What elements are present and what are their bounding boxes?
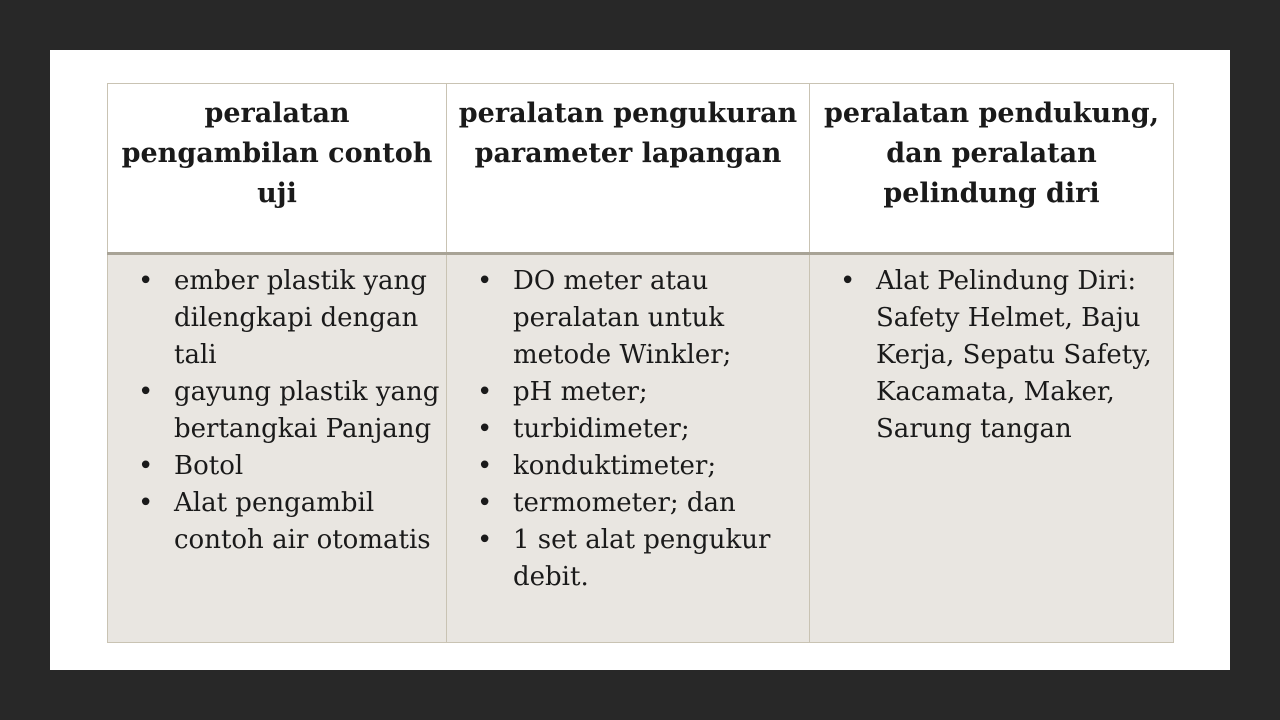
list-item (810, 263, 1173, 448)
bullet-icon: • (138, 488, 154, 518)
list-item-text: konduktimeter; (513, 451, 717, 481)
header-label: peralatan pengambilan contoh uji (121, 98, 433, 209)
list-item-text: pH meter; (513, 377, 648, 407)
list-item-text: ember plastik yang dilengkapi dengan tali (174, 266, 427, 370)
list-item-text: DO meter atau peralatan untuk metode Winkler; (513, 266, 732, 370)
header-label: peralatan pendukung, dan peralatan pelindung diri (824, 98, 1159, 209)
list-item-text: Alat Pelindung Diri: Safety Helmet, Baju Kerja, Sepatu Safety, Kacamata, Maker, Sarung tangan (876, 266, 1152, 444)
list-item (108, 374, 446, 448)
header-sampling-equipment (108, 84, 447, 254)
bullet-icon: • (477, 525, 493, 555)
bullet-icon: • (477, 451, 493, 481)
cell-support-protective-equipment (810, 254, 1174, 643)
list-item-text: gayung plastik yang bertangkai Panjang (174, 377, 440, 444)
list-item-text: turbidimeter; (513, 414, 690, 444)
bullet-icon: • (138, 266, 154, 296)
list-item-text: termometer; dan (513, 488, 736, 518)
bullet-icon: • (477, 488, 493, 518)
bullet-icon: • (840, 266, 856, 296)
list-item (447, 374, 809, 411)
header-support-protective-equipment (810, 84, 1174, 254)
bullet-icon: • (138, 377, 154, 407)
bullet-icon: • (477, 266, 493, 296)
list-item (108, 448, 446, 485)
list-item (447, 485, 809, 522)
slide (50, 50, 1230, 670)
equipment-table (107, 83, 1174, 643)
list-item (108, 485, 446, 559)
bullet-icon: • (477, 414, 493, 444)
cell-sampling-equipment (108, 254, 447, 643)
field-measurement-equipment-list (447, 263, 809, 596)
header-label: peralatan pengukuran parameter lapangan (458, 98, 798, 169)
list-item-text: Botol (174, 451, 244, 481)
list-item (447, 411, 809, 448)
list-item (447, 522, 809, 596)
list-item (108, 263, 446, 374)
cell-field-measurement-equipment (447, 254, 810, 643)
support-protective-equipment-list (810, 263, 1173, 448)
table-body-row (108, 254, 1174, 643)
list-item-text: 1 set alat pengukur debit. (513, 525, 771, 592)
table-header-row (108, 84, 1174, 254)
list-item (447, 263, 809, 374)
sampling-equipment-list (108, 263, 446, 559)
header-field-measurement-equipment (447, 84, 810, 254)
bullet-icon: • (477, 377, 493, 407)
bullet-icon: • (138, 451, 154, 481)
list-item-text: Alat pengambil contoh air otomatis (174, 488, 431, 555)
list-item (447, 448, 809, 485)
